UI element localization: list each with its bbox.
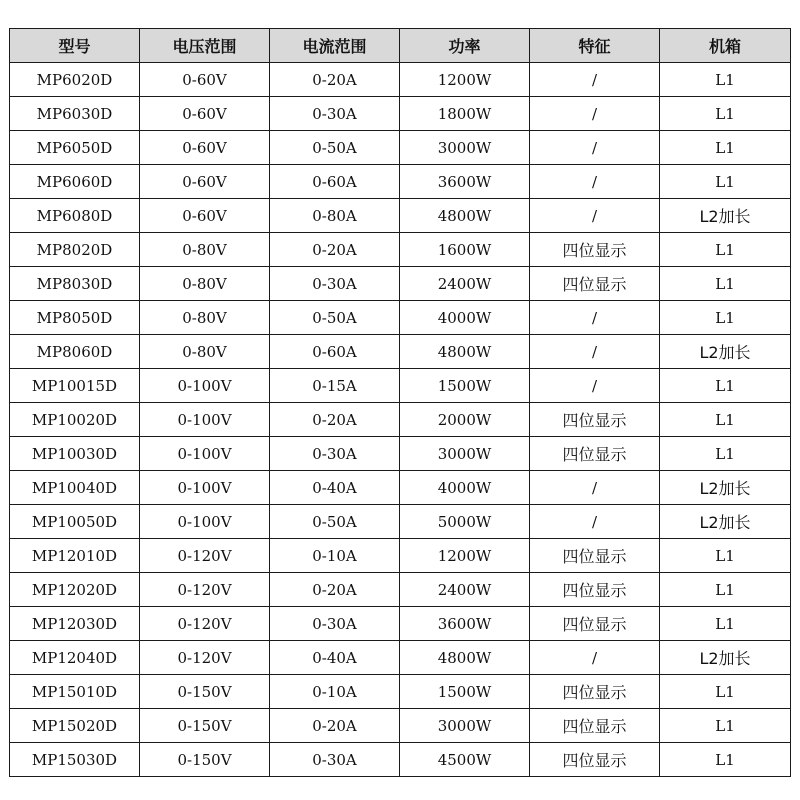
cell-voltage: 0-80V bbox=[140, 267, 270, 301]
cell-model: MP15020D bbox=[10, 709, 140, 743]
table-row bbox=[10, 743, 791, 777]
cell-voltage: 0-60V bbox=[140, 63, 270, 97]
cell-power: 3600W bbox=[400, 607, 530, 641]
table-row bbox=[10, 63, 791, 97]
table-row bbox=[10, 301, 791, 335]
cell-power: 4500W bbox=[400, 743, 530, 777]
cell-power: 1500W bbox=[400, 369, 530, 403]
cell-voltage: 0-120V bbox=[140, 641, 270, 675]
cell-feature: / bbox=[530, 165, 660, 199]
cell-model: MP6060D bbox=[10, 165, 140, 199]
cell-model: MP8020D bbox=[10, 233, 140, 267]
cell-voltage: 0-150V bbox=[140, 743, 270, 777]
cell-voltage: 0-60V bbox=[140, 97, 270, 131]
cell-chassis: L1 bbox=[660, 743, 791, 777]
cell-power: 5000W bbox=[400, 505, 530, 539]
cell-voltage: 0-150V bbox=[140, 709, 270, 743]
cell-model: MP6020D bbox=[10, 63, 140, 97]
header-model: 型号 bbox=[10, 29, 140, 63]
table-row bbox=[10, 165, 791, 199]
table-row bbox=[10, 539, 791, 573]
cell-feature: / bbox=[530, 369, 660, 403]
cell-feature: / bbox=[530, 131, 660, 165]
cell-model: MP8030D bbox=[10, 267, 140, 301]
cell-power: 3000W bbox=[400, 131, 530, 165]
cell-power: 1800W bbox=[400, 97, 530, 131]
cell-voltage: 0-100V bbox=[140, 437, 270, 471]
cell-chassis: L1 bbox=[660, 675, 791, 709]
table-row bbox=[10, 267, 791, 301]
cell-power: 4000W bbox=[400, 301, 530, 335]
cell-chassis: L2加长 bbox=[660, 505, 791, 539]
cell-feature: 四位显示 bbox=[530, 437, 660, 471]
table-row bbox=[10, 437, 791, 471]
cell-current: 0-40A bbox=[270, 641, 400, 675]
cell-power: 3000W bbox=[400, 437, 530, 471]
cell-power: 2400W bbox=[400, 573, 530, 607]
table-row bbox=[10, 199, 791, 233]
cell-chassis: L2加长 bbox=[660, 335, 791, 369]
cell-voltage: 0-100V bbox=[140, 471, 270, 505]
cell-current: 0-30A bbox=[270, 607, 400, 641]
cell-current: 0-80A bbox=[270, 199, 400, 233]
table-row bbox=[10, 335, 791, 369]
cell-chassis: L1 bbox=[660, 403, 791, 437]
cell-current: 0-30A bbox=[270, 743, 400, 777]
cell-chassis: L1 bbox=[660, 709, 791, 743]
cell-chassis: L1 bbox=[660, 301, 791, 335]
cell-current: 0-50A bbox=[270, 505, 400, 539]
cell-power: 2000W bbox=[400, 403, 530, 437]
table-row bbox=[10, 505, 791, 539]
cell-power: 3600W bbox=[400, 165, 530, 199]
cell-model: MP6030D bbox=[10, 97, 140, 131]
header-voltage-range: 电压范围 bbox=[140, 29, 270, 63]
cell-voltage: 0-100V bbox=[140, 505, 270, 539]
cell-current: 0-20A bbox=[270, 709, 400, 743]
cell-voltage: 0-120V bbox=[140, 607, 270, 641]
cell-current: 0-20A bbox=[270, 403, 400, 437]
table-row bbox=[10, 97, 791, 131]
cell-power: 4800W bbox=[400, 641, 530, 675]
cell-feature: 四位显示 bbox=[530, 607, 660, 641]
cell-model: MP10050D bbox=[10, 505, 140, 539]
cell-chassis: L1 bbox=[660, 131, 791, 165]
cell-power: 1200W bbox=[400, 63, 530, 97]
cell-feature: 四位显示 bbox=[530, 743, 660, 777]
cell-voltage: 0-150V bbox=[140, 675, 270, 709]
cell-chassis: L1 bbox=[660, 539, 791, 573]
cell-chassis: L1 bbox=[660, 267, 791, 301]
cell-model: MP10030D bbox=[10, 437, 140, 471]
table-row bbox=[10, 131, 791, 165]
cell-current: 0-20A bbox=[270, 573, 400, 607]
cell-chassis: L1 bbox=[660, 63, 791, 97]
cell-current: 0-50A bbox=[270, 301, 400, 335]
cell-chassis: L1 bbox=[660, 607, 791, 641]
cell-model: MP15010D bbox=[10, 675, 140, 709]
cell-model: MP15030D bbox=[10, 743, 140, 777]
header-feature: 特征 bbox=[530, 29, 660, 63]
cell-current: 0-30A bbox=[270, 267, 400, 301]
cell-feature: 四位显示 bbox=[530, 403, 660, 437]
table-row bbox=[10, 607, 791, 641]
cell-chassis: L1 bbox=[660, 573, 791, 607]
cell-chassis: L1 bbox=[660, 437, 791, 471]
table-row bbox=[10, 675, 791, 709]
table-row bbox=[10, 641, 791, 675]
table-row bbox=[10, 369, 791, 403]
cell-current: 0-30A bbox=[270, 97, 400, 131]
cell-power: 4800W bbox=[400, 199, 530, 233]
cell-feature: / bbox=[530, 97, 660, 131]
cell-chassis: L1 bbox=[660, 165, 791, 199]
cell-voltage: 0-100V bbox=[140, 403, 270, 437]
cell-chassis: L1 bbox=[660, 369, 791, 403]
cell-voltage: 0-60V bbox=[140, 165, 270, 199]
cell-power: 3000W bbox=[400, 709, 530, 743]
cell-current: 0-10A bbox=[270, 539, 400, 573]
cell-feature: 四位显示 bbox=[530, 233, 660, 267]
cell-model: MP8050D bbox=[10, 301, 140, 335]
cell-voltage: 0-60V bbox=[140, 131, 270, 165]
cell-current: 0-15A bbox=[270, 369, 400, 403]
cell-feature: 四位显示 bbox=[530, 675, 660, 709]
cell-feature: / bbox=[530, 471, 660, 505]
cell-feature: / bbox=[530, 641, 660, 675]
cell-feature: 四位显示 bbox=[530, 539, 660, 573]
cell-chassis: L2加长 bbox=[660, 471, 791, 505]
cell-voltage: 0-120V bbox=[140, 573, 270, 607]
cell-chassis: L2加长 bbox=[660, 199, 791, 233]
cell-model: MP8060D bbox=[10, 335, 140, 369]
cell-power: 1200W bbox=[400, 539, 530, 573]
cell-feature: 四位显示 bbox=[530, 267, 660, 301]
cell-current: 0-10A bbox=[270, 675, 400, 709]
cell-feature: / bbox=[530, 301, 660, 335]
cell-power: 1500W bbox=[400, 675, 530, 709]
cell-current: 0-40A bbox=[270, 471, 400, 505]
cell-chassis: L1 bbox=[660, 97, 791, 131]
cell-model: MP10015D bbox=[10, 369, 140, 403]
cell-voltage: 0-120V bbox=[140, 539, 270, 573]
table-row bbox=[10, 573, 791, 607]
cell-feature: 四位显示 bbox=[530, 573, 660, 607]
table-row bbox=[10, 471, 791, 505]
table-row bbox=[10, 709, 791, 743]
header-chassis: 机箱 bbox=[660, 29, 791, 63]
cell-current: 0-20A bbox=[270, 63, 400, 97]
cell-chassis: L1 bbox=[660, 233, 791, 267]
cell-feature: / bbox=[530, 335, 660, 369]
cell-voltage: 0-80V bbox=[140, 335, 270, 369]
cell-voltage: 0-100V bbox=[140, 369, 270, 403]
cell-power: 4000W bbox=[400, 471, 530, 505]
cell-feature: 四位显示 bbox=[530, 709, 660, 743]
cell-model: MP12040D bbox=[10, 641, 140, 675]
cell-feature: / bbox=[530, 505, 660, 539]
table-row bbox=[10, 403, 791, 437]
cell-model: MP12020D bbox=[10, 573, 140, 607]
spec-table bbox=[9, 28, 791, 777]
cell-model: MP6080D bbox=[10, 199, 140, 233]
cell-chassis: L2加长 bbox=[660, 641, 791, 675]
cell-current: 0-60A bbox=[270, 335, 400, 369]
cell-voltage: 0-80V bbox=[140, 233, 270, 267]
cell-current: 0-60A bbox=[270, 165, 400, 199]
cell-current: 0-50A bbox=[270, 131, 400, 165]
table-body bbox=[10, 63, 791, 777]
header-row bbox=[10, 29, 791, 63]
cell-current: 0-30A bbox=[270, 437, 400, 471]
cell-power: 2400W bbox=[400, 267, 530, 301]
cell-model: MP10040D bbox=[10, 471, 140, 505]
table-row bbox=[10, 233, 791, 267]
cell-model: MP10020D bbox=[10, 403, 140, 437]
cell-voltage: 0-60V bbox=[140, 199, 270, 233]
cell-feature: / bbox=[530, 199, 660, 233]
cell-voltage: 0-80V bbox=[140, 301, 270, 335]
header-power: 功率 bbox=[400, 29, 530, 63]
cell-power: 4800W bbox=[400, 335, 530, 369]
cell-feature: / bbox=[530, 63, 660, 97]
cell-model: MP12010D bbox=[10, 539, 140, 573]
cell-power: 1600W bbox=[400, 233, 530, 267]
cell-model: MP6050D bbox=[10, 131, 140, 165]
header-current-range: 电流范围 bbox=[270, 29, 400, 63]
cell-current: 0-20A bbox=[270, 233, 400, 267]
cell-model: MP12030D bbox=[10, 607, 140, 641]
